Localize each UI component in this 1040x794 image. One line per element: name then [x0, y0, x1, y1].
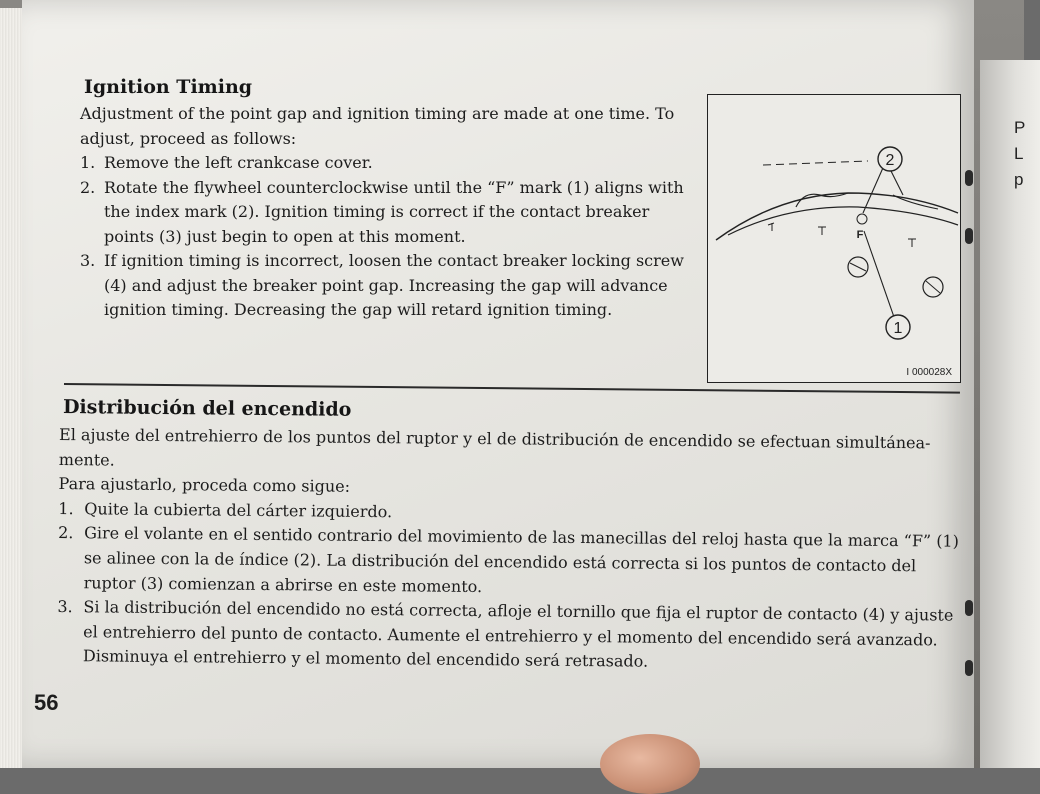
spanish-lead: Para ajustarlo, proceda como sigue:	[58, 474, 351, 496]
spanish-step	[58, 521, 974, 604]
step-number: 2.	[80, 177, 96, 197]
english-section-body	[80, 102, 690, 323]
english-intro: Adjustment of the point gap and ignition timing are made at one time. To adjust, proceed as follows:	[80, 104, 675, 148]
step-text: Rotate the flywheel counterclockwise until the “F” mark (1) aligns with the index mark (2). Ignition timing is correct if the contact breaker points (3) just begin to open at this moment.	[104, 177, 684, 246]
spanish-step	[57, 595, 973, 678]
callout-1-label: 1	[893, 320, 903, 337]
right-page-fragment: L	[1014, 144, 1024, 163]
step-number: 3.	[57, 597, 73, 617]
english-section-heading: Ignition Timing	[84, 76, 253, 98]
spanish-section-heading: Distribución del encendido	[62, 396, 352, 421]
f-mark-label: F	[856, 229, 864, 241]
english-step	[80, 249, 690, 323]
callout-2-label: 2	[885, 152, 895, 169]
step-text: Remove the left crankcase cover.	[104, 153, 373, 172]
step-number: 1.	[80, 153, 96, 172]
step-text: Quite la cubierta del cárter izquierdo.	[84, 499, 393, 521]
binding-hole	[965, 170, 973, 186]
step-text: If ignition timing is incorrect, loosen the contact breaker locking screw (4) and adjust the breaker point gap. Increasing the gap will advance ignition timing. Decreasing the gap will retard ignition timing.	[104, 251, 684, 319]
english-step	[80, 176, 690, 250]
thumb-holding-page	[600, 734, 700, 794]
step-number: 2.	[58, 523, 74, 543]
flywheel-diagram	[707, 94, 961, 383]
right-page-fragment: P	[1014, 118, 1026, 137]
binding-hole	[965, 228, 973, 244]
step-text: Si la distribución del encendido no está correcta, afloje el tornillo que fija el ruptor de contacto (4) y ajuste el entrehierro del punto de contacto. Aumente el entrehierro y el momento del encendido será avanzado. Disminuya el entrehierro y el momento del encendido será retrasado.	[82, 597, 954, 672]
step-number: 1.	[58, 498, 74, 518]
step-number: 3.	[80, 251, 96, 270]
step-text: Gire el volante en el sentido contrario del movimiento de las manecillas del reloj hasta que la marca “F” (1) se alinee con la de índice (2). La distribución del encendido está correcta si los puntos de contacto del ruptor (3) comienzan a abrirse en este momento.	[83, 523, 960, 596]
flywheel-illustration	[708, 95, 960, 382]
page-number: 56	[34, 690, 59, 715]
spanish-section-body	[57, 423, 974, 678]
english-step	[80, 151, 690, 176]
right-page-edge	[980, 60, 1040, 768]
figure-code: I 000028X	[906, 367, 952, 378]
right-page-fragment: p	[1014, 170, 1024, 189]
spanish-intro: El ajuste del entrehierro de los puntos del ruptor y el de distribución de encendido se efectuan simultánea-mente.	[58, 425, 931, 470]
